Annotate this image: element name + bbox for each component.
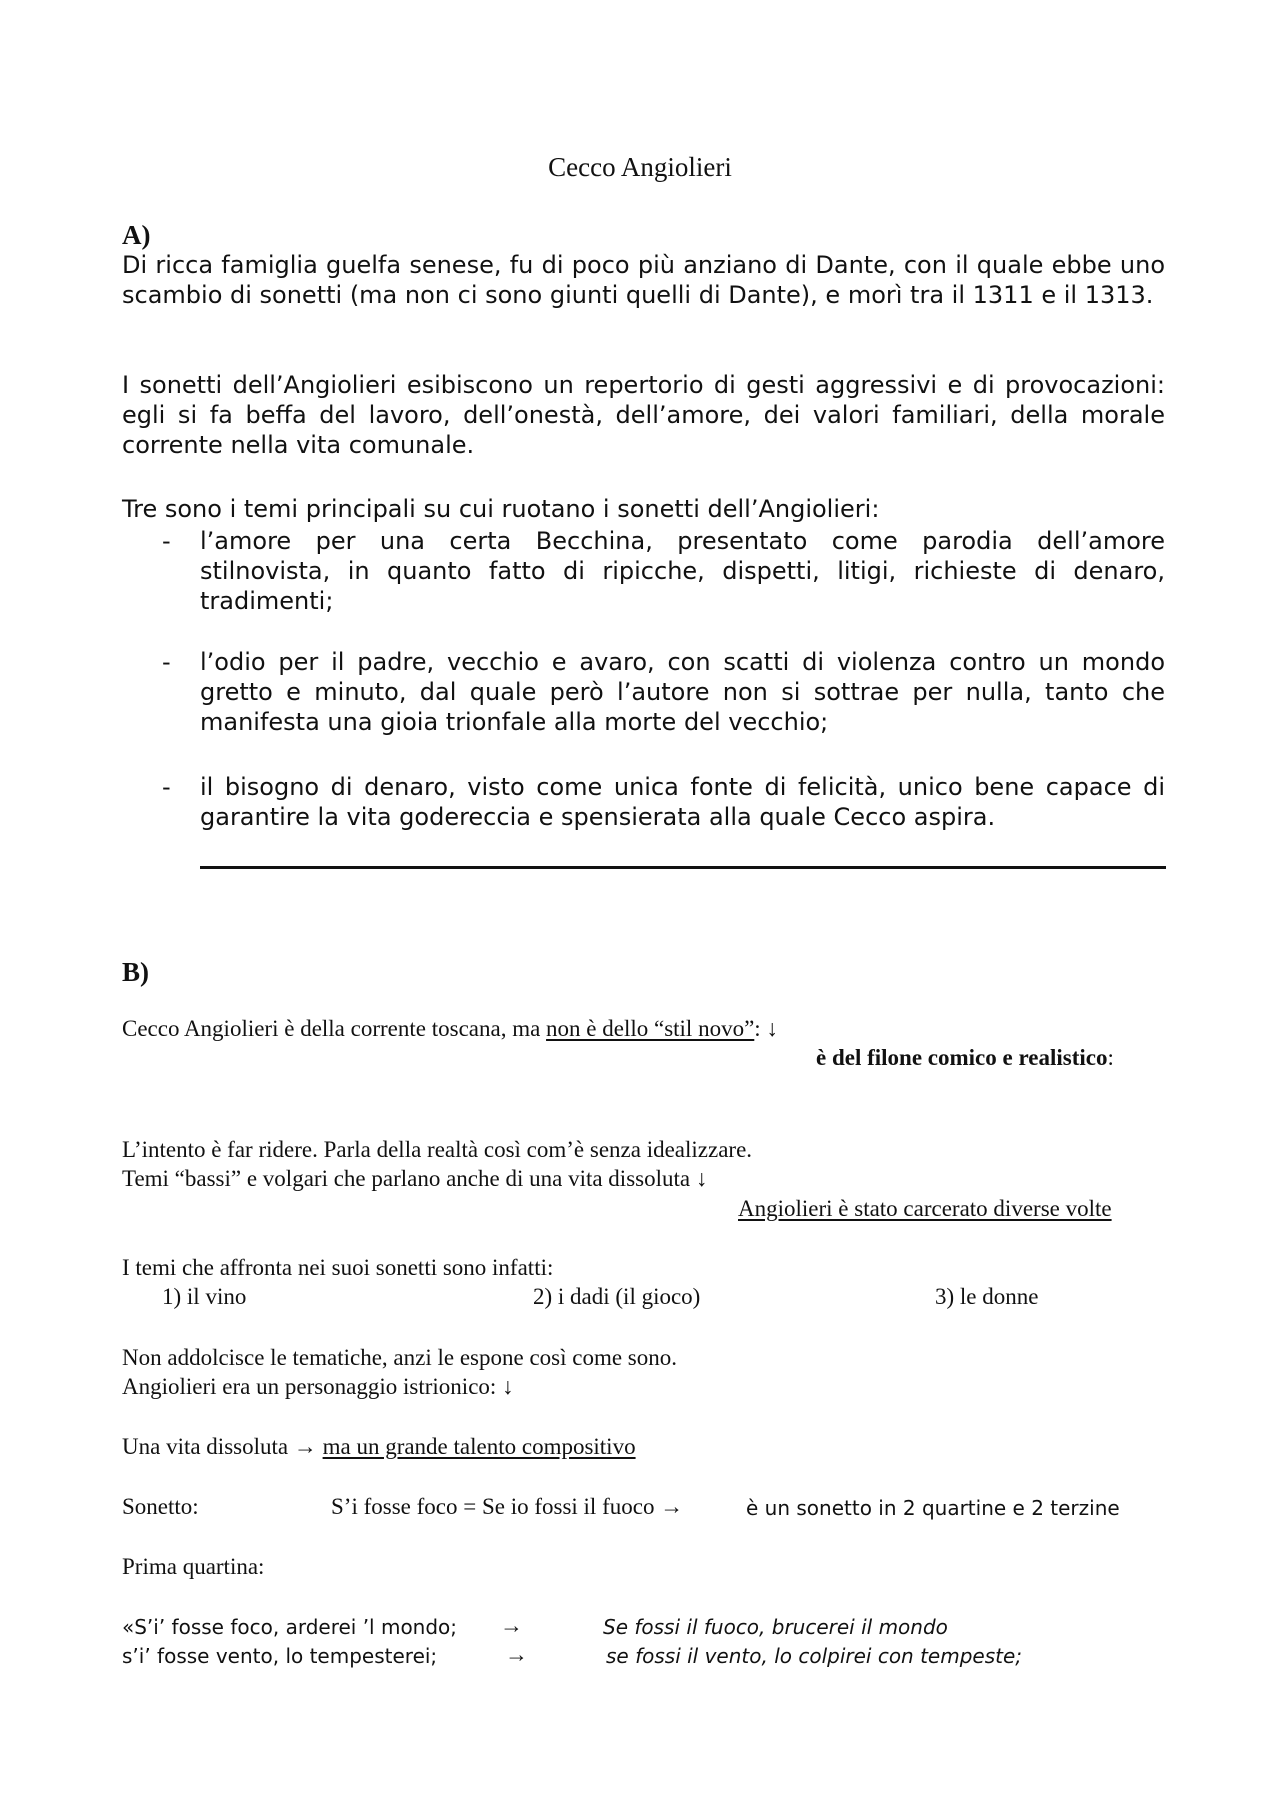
themes-intro: Tre sono i temi principali su cui ruotano i sonetti dell’Angiolieri: <box>122 495 880 523</box>
section-b-heading: B) <box>122 957 149 987</box>
theme-item-1: 1) il vino <box>162 1284 247 1309</box>
text: Cecco Angiolieri è della corrente toscana, ma <box>122 1016 547 1041</box>
arrow-icon: → <box>505 1642 528 1667</box>
verse-original: s’i’ fosse vento, lo tempesterei; <box>122 1644 438 1668</box>
list-item-text: l’odio per il padre, vecchio e avaro, con scatti di violenza contro un mondo gretto e minuto, dal quale però l’autore non si sottrae per nulla, tanto che manifesta una gioia trionfale alla morte del vecchio; <box>200 648 1165 736</box>
filone-line <box>816 1044 1114 1072</box>
underlined-text: ma un grande talento compositivo <box>322 1434 636 1459</box>
underlined-text: non è dello “stil novo” <box>546 1016 755 1041</box>
addolcisce-line: Non addolcisce le tematiche, anzi le espone così come sono. <box>122 1345 677 1370</box>
section-a-paragraph-2: I sonetti dell’Angiolieri esibiscono un repertorio di gesti aggressivi e di provocazioni: egli si fa beffa del lavoro, dell’onestà, dell’amore, dei valori familiari, della morale corrente nella vita comunale. <box>122 371 1165 459</box>
bullet-dash: - <box>162 648 171 676</box>
temi-intro-line: I temi che affronta nei suoi sonetti sono infatti: <box>122 1255 554 1280</box>
page-title: Cecco Angiolieri <box>548 152 732 182</box>
text: : ↓ <box>754 1016 778 1041</box>
corrente-line <box>122 1015 778 1043</box>
sonnet-title: S’i fosse foco = Se io fossi il fuoco → <box>331 1494 684 1519</box>
verse-translation: se fossi il vento, lo colpirei con tempeste; <box>606 1644 1023 1668</box>
istrionico-line: Angiolieri era un personaggio istrionico: ↓ <box>122 1374 514 1399</box>
section-a-paragraph-1: Di ricca famiglia guelfa senese, fu di poco più anziano di Dante, con il quale ebbe uno scambio di sonetti (ma non ci sono giunti quelli di Dante), e morì tra il 1311 e il 1313. <box>122 251 1165 309</box>
vita-dissoluta-line <box>122 1433 636 1461</box>
quartina-label: Prima quartina: <box>122 1554 265 1579</box>
carcerato-line: Angiolieri è stato carcerato diverse volte <box>738 1196 1112 1221</box>
temi-bassi-line: Temi “bassi” e volgari che parlano anche di una vita dissoluta ↓ <box>122 1166 708 1191</box>
verse-original: «S’i’ fosse foco, arderei ’l mondo; <box>122 1615 458 1639</box>
text: Una vita dissoluta → <box>122 1434 323 1459</box>
bullet-dash: - <box>162 773 171 801</box>
theme-item-3: 3) le donne <box>935 1284 1039 1309</box>
verse-translation: Se fossi il fuoco, brucerei il mondo <box>603 1615 948 1639</box>
text: : <box>1107 1045 1114 1070</box>
list-item-text: l’amore per una certa Becchina, presentato come parodia dell’amore stilnovista, in quanto fatto di ripicche, dispetti, litigi, richieste di denaro, tradimenti; <box>200 527 1165 615</box>
list-item-text: il bisogno di denaro, visto come unica fonte di felicità, unico bene capace di garantire la vita godereccia e spensierata alla quale Cecco aspira. <box>200 773 1165 831</box>
theme-item-2: 2) i dadi (il gioco) <box>533 1284 701 1309</box>
sonnet-label: Sonetto: <box>122 1494 199 1519</box>
bullet-dash: - <box>162 527 171 555</box>
section-a-heading: A) <box>122 220 151 250</box>
bold-text: è del filone comico e realistico <box>816 1045 1108 1070</box>
arrow-icon: → <box>500 1613 523 1638</box>
intento-line: L’intento è far ridere. Parla della realtà così com’è senza idealizzare. <box>122 1137 753 1162</box>
sonnet-description: è un sonetto in 2 quartine e 2 terzine <box>746 1496 1120 1520</box>
section-divider <box>200 866 1166 869</box>
